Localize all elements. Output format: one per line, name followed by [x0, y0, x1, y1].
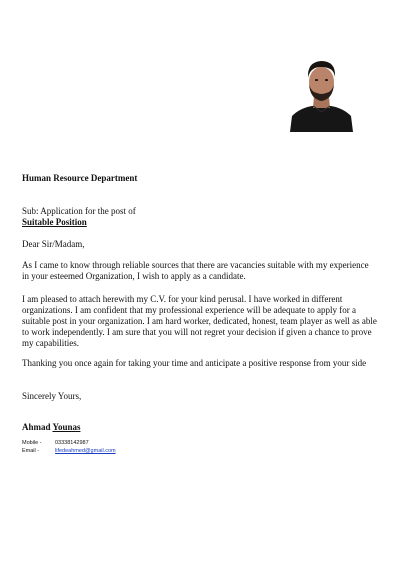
body-paragraph-3: Thanking you once again for taking your time and anticipate a positive response from your side — [22, 358, 367, 368]
contact-email-row — [22, 447, 116, 455]
body-paragraph-2: I am pleased to attach herewith my C.V. for your kind perusal. I have worked in different organizations. I am confident that my professional experience will be adequate to apply for a suitable post in your organization. I am hard worker, dedicated, honest, team player as well as able to work independently. I am sure that you will not regret your decision if given a chance to prove my capabilities. — [22, 294, 377, 348]
profile-photo — [288, 52, 355, 132]
closing: Sincerely Yours, — [22, 391, 82, 401]
contact-mobile-row — [22, 439, 89, 447]
email-link[interactable]: lifedeahmed@gmail.com — [55, 448, 116, 454]
mobile-number: 03338142987 — [55, 440, 89, 446]
recipient-department: Human Resource Department — [22, 173, 138, 183]
signature-last-name: Younas — [52, 422, 81, 432]
signature-first-name: Ahmad — [22, 422, 51, 432]
body-paragraph-1: As I came to know through reliable sources that there are vacancies suitable with my experience in your esteemed Organization, I wish to apply as a candidate. — [22, 260, 369, 281]
subject-line: Sub: Application for the post of — [22, 206, 136, 216]
signature-name — [22, 422, 80, 433]
position-title: Suitable Position — [22, 217, 87, 227]
salutation: Dear Sir/Madam, — [22, 239, 85, 249]
email-label: Email - — [22, 448, 40, 454]
mobile-label: Mobile - — [22, 440, 42, 446]
